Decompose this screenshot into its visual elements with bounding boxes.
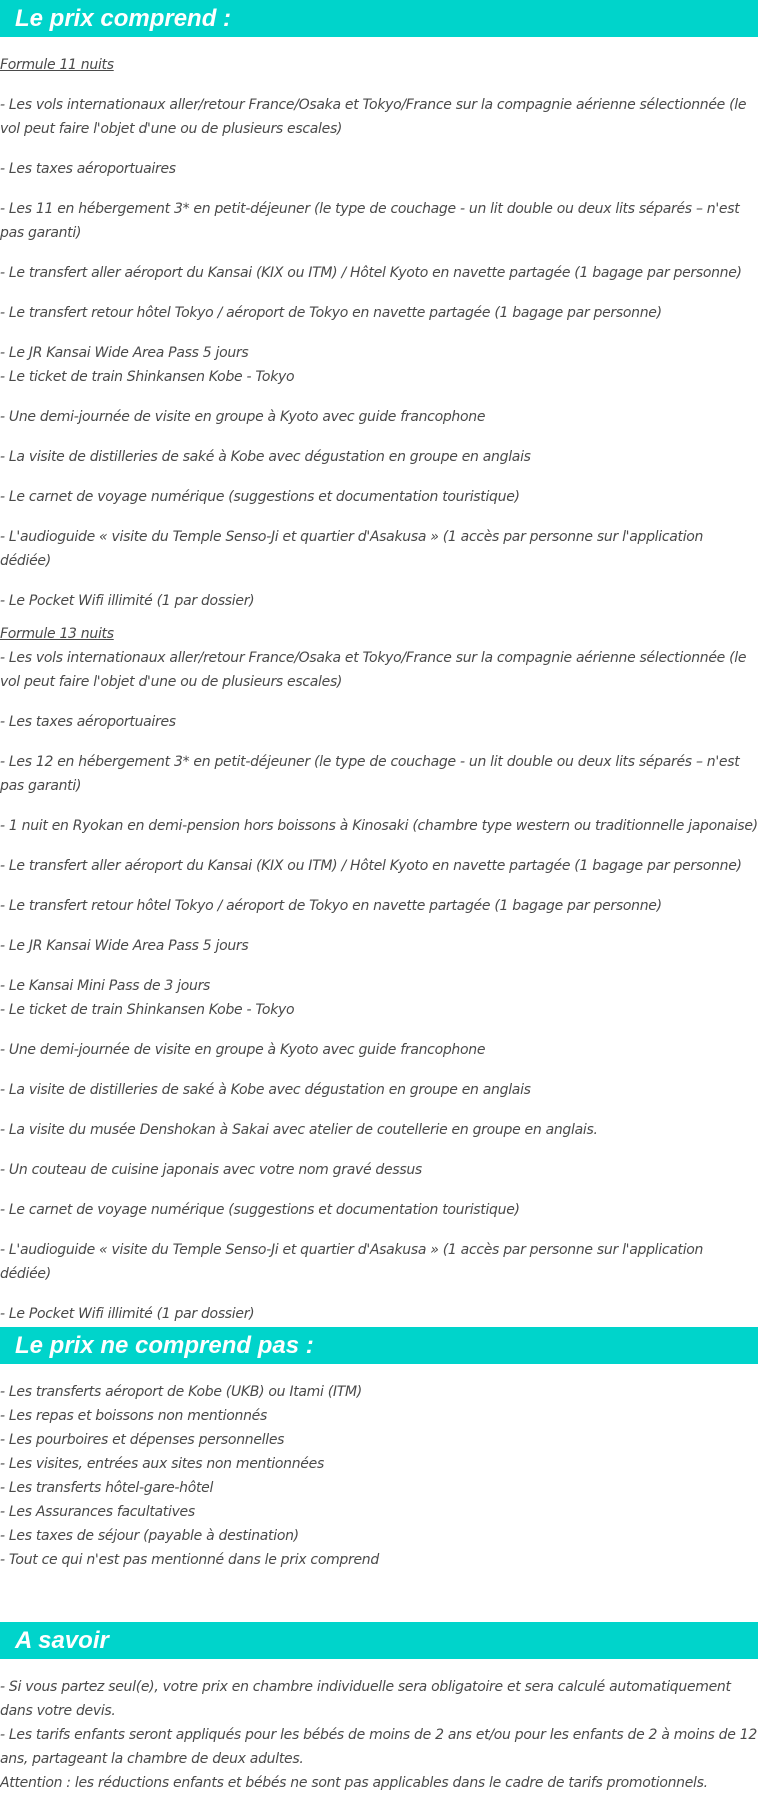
f13-item-taxes: - Les taxes aéroportuaires <box>0 714 176 730</box>
f11-item-taxes: - Les taxes aéroportuaires <box>0 161 176 177</box>
f11-item-jr-pass: - Le JR Kansai Wide Area Pass 5 jours <box>0 345 249 361</box>
f13-item-hotel: - Les 12 en hébergement 3* en petit-déjeuner (le type de couchage - un lit double ou deux lits séparés – n'est pas garanti) <box>0 754 740 794</box>
f11-item-wifi: - Le Pocket Wifi illimité (1 par dossier) <box>0 593 255 609</box>
f13-item-flights: - Les vols internationaux aller/retour France/Osaka et Tokyo/France sur la compagnie aérienne sélectionnée (le vol peut faire l'objet d'une ou de plusieurs escales) <box>0 650 747 690</box>
f11-item-transfer-back: - Le transfert retour hôtel Tokyo / aéroport de Tokyo en navette partagée (1 bagage par personne) <box>0 305 662 321</box>
f13-item-mini-pass: - Le Kansai Mini Pass de 3 jours <box>0 978 211 994</box>
f11-item-shinkansen: - Le ticket de train Shinkansen Kobe - Tokyo <box>0 369 295 385</box>
f13-item-audioguide: - L'audioguide « visite du Temple Senso-Ji et quartier d'Asakusa » (1 accès par personne sur l'application dédiée) <box>0 1242 704 1282</box>
excluded-list <box>0 1380 758 1572</box>
excluded-item: - Les visites, entrées aux sites non mentionnées <box>0 1456 324 1472</box>
included-heading: Le prix comprend : <box>15 5 232 32</box>
formula-11-nights <box>0 53 758 629</box>
excluded-heading: Le prix ne comprend pas : <box>15 1332 314 1359</box>
f13-item-sake: - La visite de distilleries de saké à Kobe avec dégustation en groupe en anglais <box>0 1082 531 1098</box>
formula-13-title: Formule 13 nuits <box>0 626 114 642</box>
excluded-item: - Les Assurances facultatives <box>0 1504 195 1520</box>
to-know-item-children: - Les tarifs enfants seront appliqués pour les bébés de moins de 2 ans et/ou pour les enfants de 2 à moins de 12 ans, partageant la chambre de deux adultes. <box>0 1727 757 1767</box>
f13-item-knife: - Un couteau de cuisine japonais avec votre nom gravé dessus <box>0 1162 422 1178</box>
excluded-item: - Les pourboires et dépenses personnelles <box>0 1432 285 1448</box>
f11-item-kyoto-tour: - Une demi-journée de visite en groupe à Kyoto avec guide francophone <box>0 409 486 425</box>
f13-item-denshokan: - La visite du musée Denshokan à Sakai avec atelier de coutellerie en groupe en anglais. <box>0 1122 598 1138</box>
formula-11-title: Formule 11 nuits <box>0 57 114 73</box>
excluded-item: - Les transferts aéroport de Kobe (UKB) ou Itami (ITM) <box>0 1384 362 1400</box>
f13-item-transfer-back: - Le transfert retour hôtel Tokyo / aéroport de Tokyo en navette partagée (1 bagage par personne) <box>0 898 662 914</box>
excluded-item: - Les taxes de séjour (payable à destination) <box>0 1528 299 1544</box>
section-header-to-know <box>0 1622 758 1659</box>
to-know-list <box>0 1675 758 1795</box>
to-know-heading: A savoir <box>15 1627 109 1654</box>
excluded-item: - Les transferts hôtel-gare-hôtel <box>0 1480 214 1496</box>
section-header-included <box>0 0 758 37</box>
f11-item-hotel: - Les 11 en hébergement 3* en petit-déjeuner (le type de couchage - un lit double ou deux lits séparés – n'est pas garanti) <box>0 201 740 241</box>
f13-item-jr-pass: - Le JR Kansai Wide Area Pass 5 jours <box>0 938 249 954</box>
f13-item-kyoto-tour: - Une demi-journée de visite en groupe à Kyoto avec guide francophone <box>0 1042 486 1058</box>
excluded-item: - Tout ce qui n'est pas mentionné dans le prix comprend <box>0 1552 379 1568</box>
to-know-item-single: - Si vous partez seul(e), votre prix en chambre individuelle sera obligatoire et sera calculé automatiquement dans votre devis. <box>0 1679 731 1719</box>
f11-item-audioguide: - L'audioguide « visite du Temple Senso-Ji et quartier d'Asakusa » (1 accès par personne sur l'application dédiée) <box>0 529 704 569</box>
f11-item-flights: - Les vols internationaux aller/retour France/Osaka et Tokyo/France sur la compagnie aérienne sélectionnée (le vol peut faire l'objet d'une ou de plusieurs escales) <box>0 97 747 137</box>
f11-item-travel-book: - Le carnet de voyage numérique (suggestions et documentation touristique) <box>0 489 520 505</box>
formula-13-nights <box>0 622 758 1342</box>
section-header-excluded <box>0 1327 758 1364</box>
excluded-item: - Les repas et boissons non mentionnés <box>0 1408 267 1424</box>
f13-item-shinkansen: - Le ticket de train Shinkansen Kobe - Tokyo <box>0 1002 295 1018</box>
f13-item-ryokan: - 1 nuit en Ryokan en demi-pension hors boissons à Kinosaki (chambre type western ou traditionnelle japonaise) <box>0 818 758 834</box>
to-know-item-attention: Attention : les réductions enfants et bébés ne sont pas applicables dans le cadre de tarifs promotionnels. <box>0 1775 708 1791</box>
f11-item-sake: - La visite de distilleries de saké à Kobe avec dégustation en groupe en anglais <box>0 449 531 465</box>
f11-item-transfer-out: - Le transfert aller aéroport du Kansai (KIX ou ITM) / Hôtel Kyoto en navette partagée (1 bagage par personne) <box>0 265 742 281</box>
f13-item-wifi: - Le Pocket Wifi illimité (1 par dossier) <box>0 1306 255 1322</box>
f13-item-travel-book: - Le carnet de voyage numérique (suggestions et documentation touristique) <box>0 1202 520 1218</box>
f13-item-transfer-out: - Le transfert aller aéroport du Kansai (KIX ou ITM) / Hôtel Kyoto en navette partagée (1 bagage par personne) <box>0 858 742 874</box>
